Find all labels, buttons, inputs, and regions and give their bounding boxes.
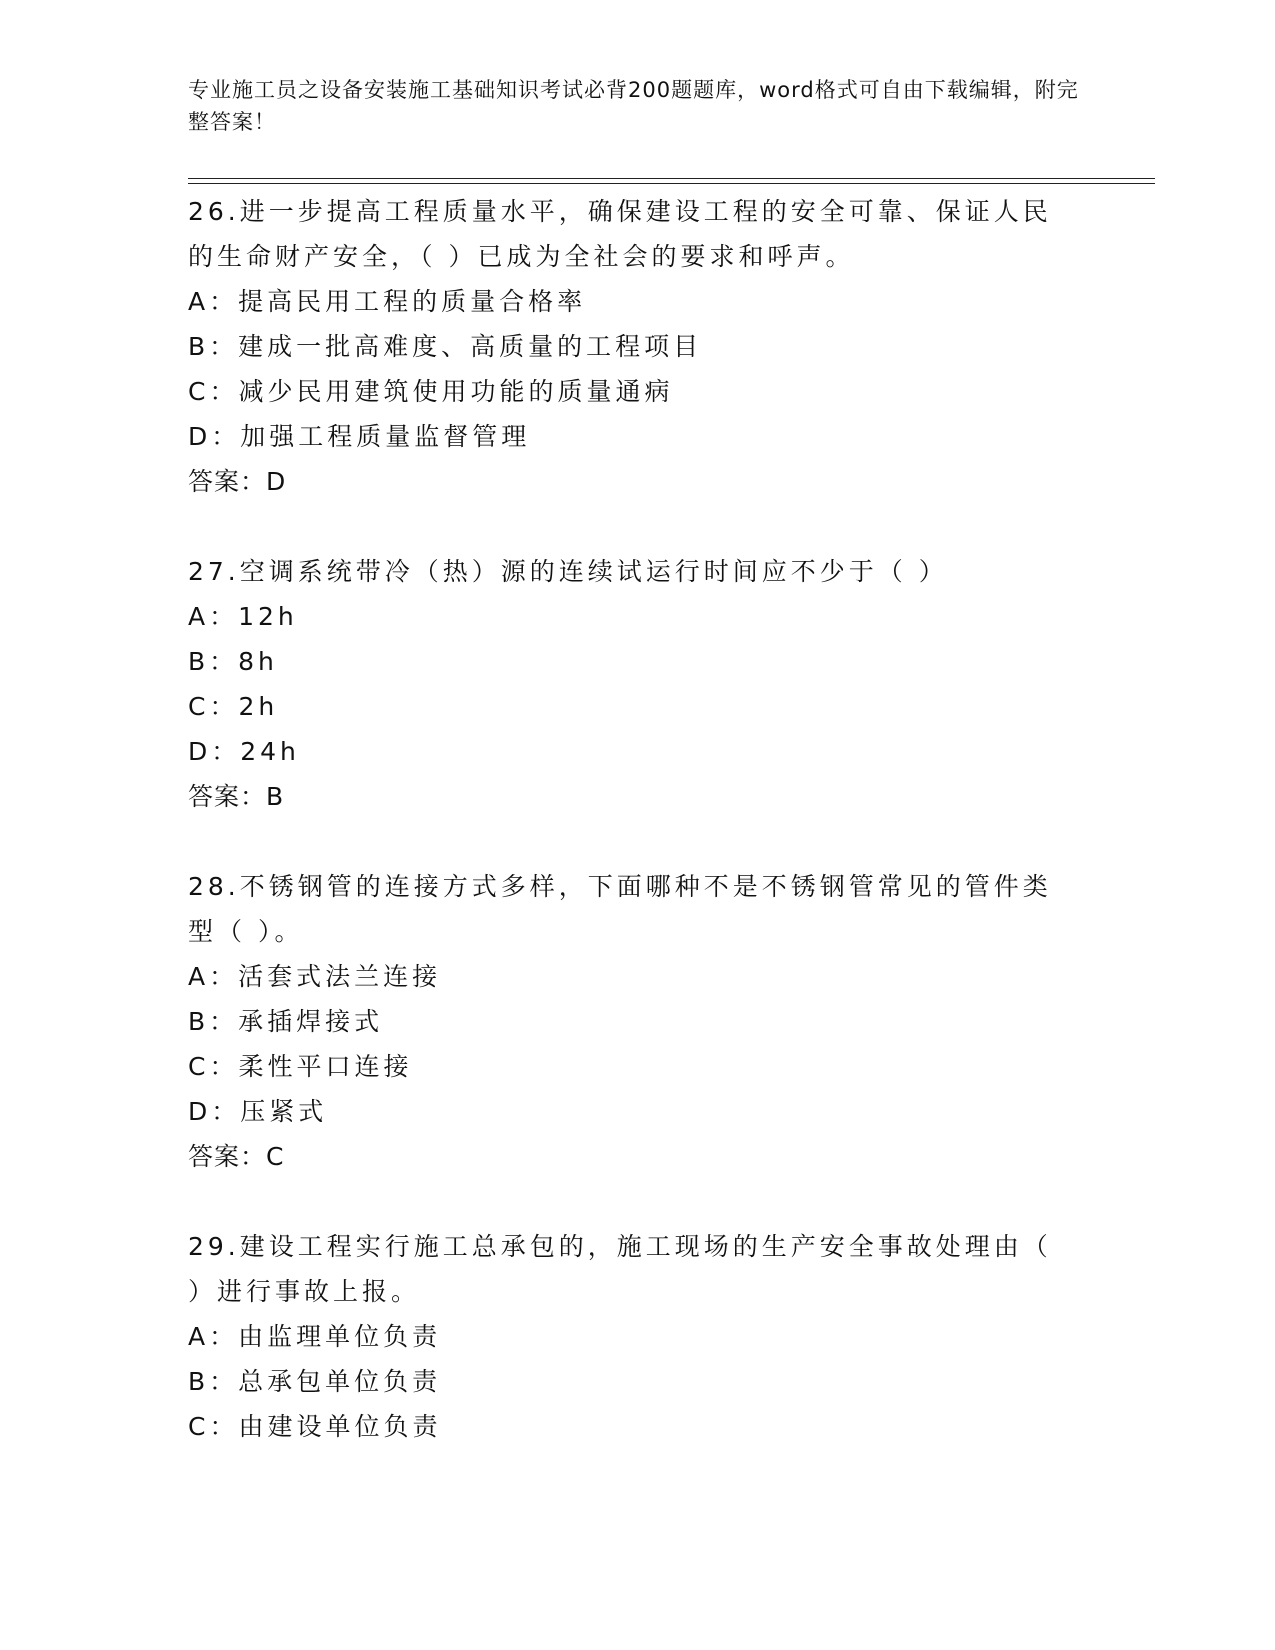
option-c: C：由建设单位负责 <box>188 1412 442 1441</box>
option-c: C：减少民用建筑使用功能的质量通病 <box>188 377 674 406</box>
option-d: D：24h <box>188 737 300 766</box>
option-a: A：由监理单位负责 <box>188 1322 442 1351</box>
header-divider-bottom <box>188 183 1155 184</box>
answer: 答案：B <box>188 782 285 811</box>
option-b: B：总承包单位负责 <box>188 1367 442 1396</box>
question-29 <box>188 1224 1088 1449</box>
option-d: D：加强工程质量监督管理 <box>188 422 531 451</box>
question-stem: 29.建设工程实行施工总承包的，施工现场的生产安全事故处理由（ ）进行事故上报。 <box>188 1232 1052 1306</box>
answer: 答案：D <box>188 467 287 496</box>
option-c: C：柔性平口连接 <box>188 1052 413 1081</box>
question-28 <box>188 864 1088 1179</box>
option-c: C：2h <box>188 692 279 721</box>
question-stem: 28.不锈钢管的连接方式多样，下面哪种不是不锈钢管常见的管件类型（ ）。 <box>188 872 1052 946</box>
option-b: B：承插焊接式 <box>188 1007 384 1036</box>
answer: 答案：C <box>188 1142 285 1171</box>
option-b: B：建成一批高难度、高质量的工程项目 <box>188 332 703 361</box>
option-a: A：12h <box>188 602 298 631</box>
question-list <box>188 189 1088 1449</box>
option-a: A：活套式法兰连接 <box>188 962 442 991</box>
header-divider-top <box>188 178 1155 179</box>
option-d: D：压紧式 <box>188 1097 328 1126</box>
question-27 <box>188 549 1088 819</box>
document-title: 专业施工员之设备安装施工基础知识考试必背200题题库，word格式可自由下载编辑，附完整答案！ <box>188 78 1079 134</box>
question-stem: 26.进一步提高工程质量水平，确保建设工程的安全可靠、保证人民的生命财产安全，（ ）已成为全社会的要求和呼声。 <box>188 197 1052 271</box>
question-26 <box>188 189 1088 504</box>
option-a: A：提高民用工程的质量合格率 <box>188 287 587 316</box>
option-b: B：8h <box>188 647 278 676</box>
question-stem: 27.空调系统带冷（热）源的连续试运行时间应不少于（ ） <box>188 557 948 586</box>
